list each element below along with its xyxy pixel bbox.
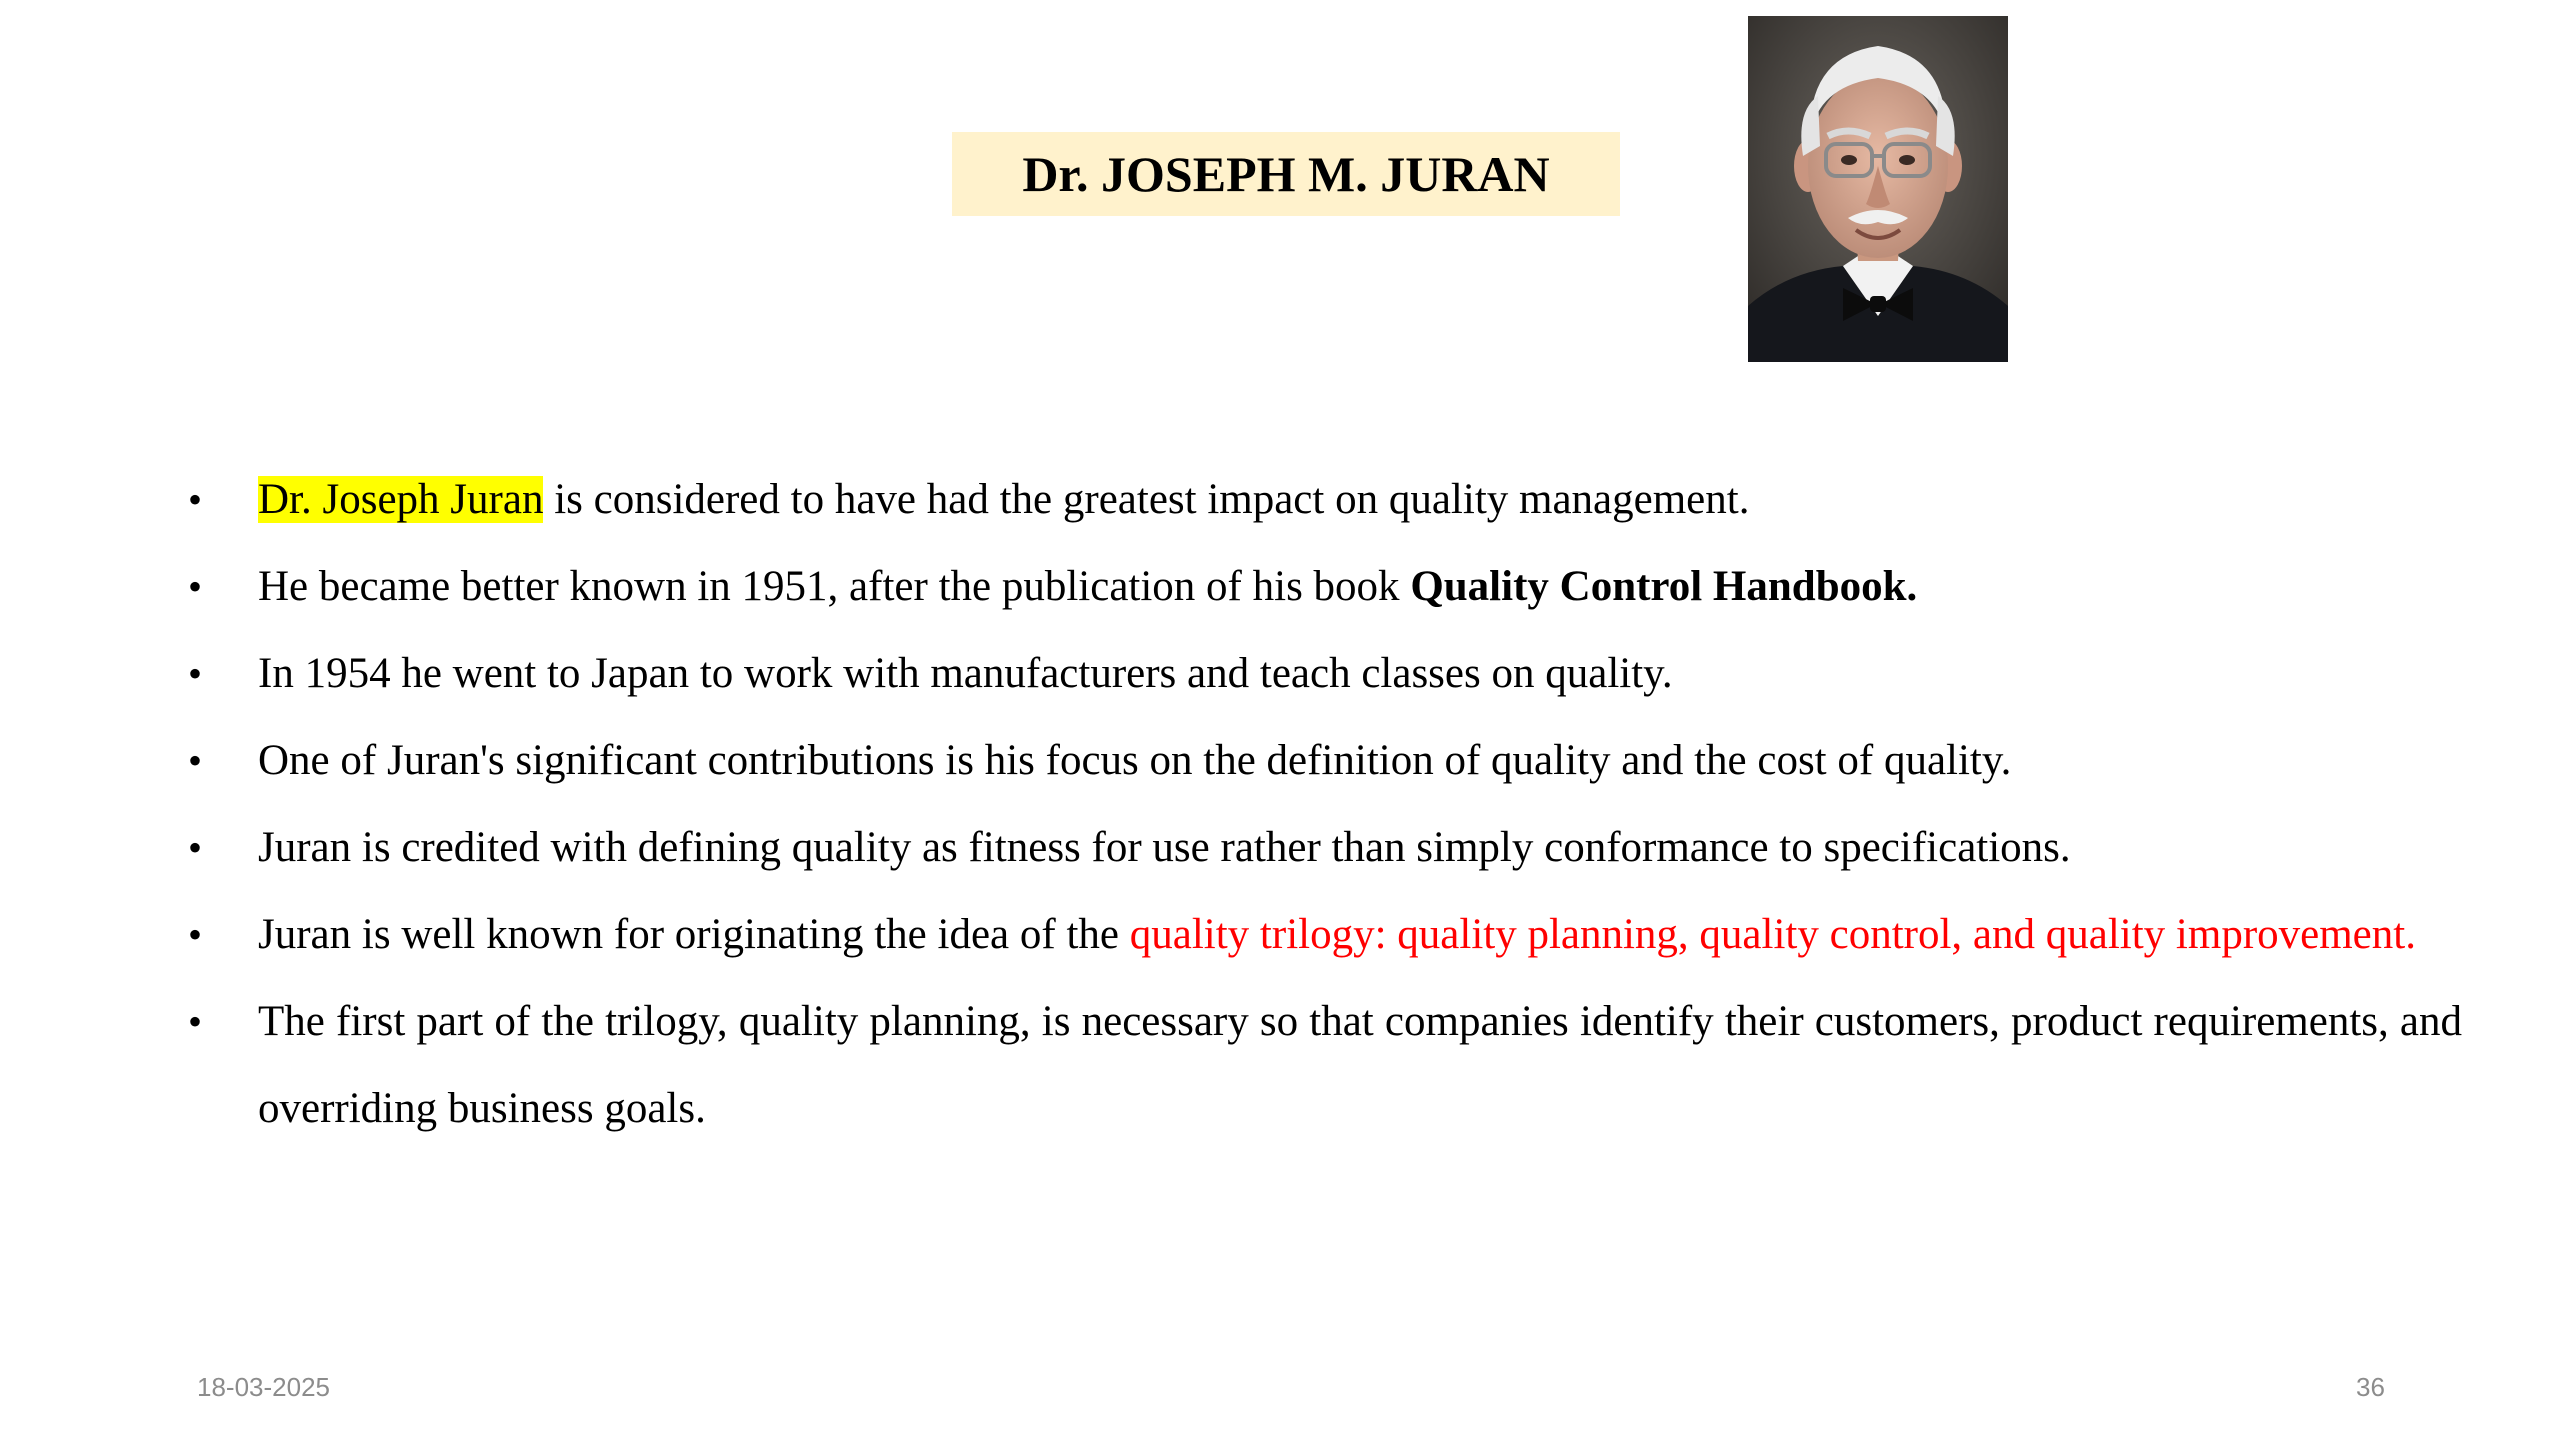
highlighted-name: Dr. Joseph Juran xyxy=(258,476,544,523)
book-title: Quality Control Handbook. xyxy=(1410,563,1918,610)
bullet-item xyxy=(188,456,2462,543)
bullet-item xyxy=(188,891,2462,978)
bullet-item xyxy=(188,717,2462,804)
slide-title: Dr. JOSEPH M. JURAN xyxy=(1022,146,1550,202)
bullet-list xyxy=(188,456,2462,1152)
bullet-text: In 1954 he went to Japan to work with manufacturers and teach classes on quality. xyxy=(258,650,1673,697)
footer-date: 18-03-2025 xyxy=(197,1372,330,1402)
bullet-dot-icon: • xyxy=(188,564,203,609)
portrait-photo-icon xyxy=(1748,16,2008,362)
bullet-dot-icon: • xyxy=(188,738,203,783)
bullet-text: is considered to have had the greatest impact on quality management. xyxy=(543,476,1750,523)
page-number: 36 xyxy=(2356,1372,2385,1402)
title-box xyxy=(952,132,1620,216)
bullet-item xyxy=(188,630,2462,717)
bullet-dot-icon: • xyxy=(188,912,203,957)
bullet-text: Juran is credited with defining quality as fitness for use rather than simply conformance to specifications. xyxy=(258,824,2071,871)
portrait-photo xyxy=(1748,16,2008,362)
bullet-dot-icon: • xyxy=(188,477,203,522)
quality-trilogy-text: quality trilogy: quality planning, quality control, and quality improvement. xyxy=(1129,911,2416,958)
bullet-text: One of Juran's significant contributions is his focus on the definition of quality and the cost of quality. xyxy=(258,737,2012,784)
bullet-item xyxy=(188,804,2462,891)
bullet-text: He became better known in 1951, after the publication of his book xyxy=(258,563,1411,610)
bullet-text: The first part of the trilogy, quality planning, is necessary so that companies identify their customers, product requirements, and overriding business goals. xyxy=(258,998,2462,1132)
bullet-item xyxy=(188,978,2462,1152)
bullet-dot-icon: • xyxy=(188,651,203,696)
bullet-dot-icon: • xyxy=(188,999,203,1044)
bullet-dot-icon: • xyxy=(188,825,203,870)
bullet-item xyxy=(188,543,2462,630)
bullet-text: Juran is well known for originating the idea of the xyxy=(258,911,1130,958)
